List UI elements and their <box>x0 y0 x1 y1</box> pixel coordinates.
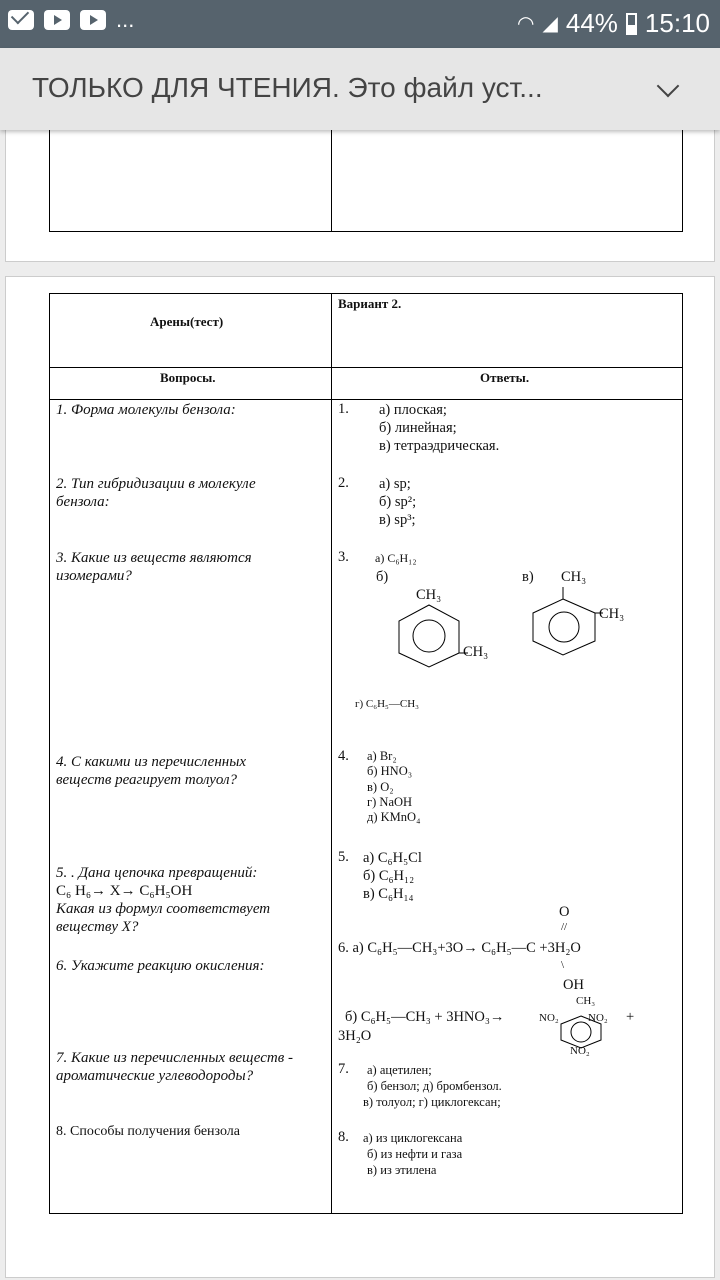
chevron-down-icon[interactable] <box>657 75 680 98</box>
table-title: Арены(тест) <box>150 314 224 329</box>
answer-3-b: б) <box>376 569 389 585</box>
battery-icon <box>626 13 637 35</box>
youtube-icon <box>44 10 70 30</box>
equation-6a: 6. а) C₆H₅—CH₃+3O→ C₆H₅—C +3H₂O <box>338 940 581 956</box>
answer-3-g: г) C₆H₅—CH₃ <box>355 698 419 710</box>
status-bar <box>0 0 720 48</box>
question-6: 6. Укажите реакцию окисления: <box>56 958 265 974</box>
ch3-label: CH₃ <box>599 606 625 622</box>
question-2: 2. Тип гибридизации в молекуле бензола: <box>56 476 256 510</box>
answer-1-num: 1. <box>338 401 349 417</box>
clock: 15:10 <box>644 8 710 38</box>
ch3-label: CH₃ <box>561 569 587 585</box>
plus-sign: + <box>626 1009 635 1025</box>
answer-4-num: 4. <box>338 748 349 764</box>
ch3-label: CH₃ <box>416 587 442 603</box>
no2-label: NO₂ <box>588 1012 608 1024</box>
answer-3-v: в) <box>522 569 534 585</box>
answer-3-num: 3. <box>338 549 349 565</box>
question-3: 3. Какие из веществ являются изомерами? <box>56 550 252 584</box>
answer-8-num: 8. <box>338 1129 349 1145</box>
answer-5-options: а) C₆H₅Cl б) C₆H₁₂ в) C₆H₁₄ <box>363 850 422 902</box>
document-page-2 <box>5 276 715 1278</box>
read-only-banner[interactable] <box>0 48 720 130</box>
ch3-label: CH₃ <box>463 644 489 660</box>
youtube-icon <box>80 10 106 30</box>
ch3-label: CH₃ <box>576 995 596 1007</box>
no2-label: NO₂ <box>539 1012 559 1024</box>
oxygen-label: O <box>559 904 570 920</box>
answers-header: Ответы. <box>480 370 530 385</box>
answer-2-options: а) sp; б) sp²; в) sp³; <box>379 476 417 528</box>
battery-percent: 44% <box>565 8 618 38</box>
answer-1-options: а) плоская; б) линейная; в) тетраэдрическая. <box>379 402 500 454</box>
meta-xylene-structure <box>396 603 476 673</box>
water-label: 3H₂O <box>338 1028 372 1044</box>
answer-5-num: 5. <box>338 849 349 865</box>
answer-7-num: 7. <box>338 1061 349 1077</box>
answer-7-options: а) ацетилен; б) бензол; д) бромбензол. в) толуол; г) циклогексан; <box>363 1063 502 1109</box>
question-8: 8. Способы получения бензола <box>56 1124 241 1139</box>
document-page-1 <box>5 120 715 262</box>
question-5: 5. . Дана цепочка превращений: C₆ H₆→ X→ C₆H₅OH Какая из формул соответствует веществу X? <box>56 865 271 935</box>
no2-label: NO₂ <box>570 1045 590 1057</box>
equation-6b: б) C₆H₅—CH₃ + 3HNO₃→ <box>345 1009 505 1025</box>
oh-label: OH <box>563 977 584 993</box>
answer-8-options: а) из циклогексана б) из нефти и газа в) из этилена <box>363 1131 463 1177</box>
signal-icon: ◢ <box>542 13 558 35</box>
answer-3-a: а) C₆H₁₂ <box>375 551 417 565</box>
single-bond: \ <box>561 959 565 971</box>
mail-icon <box>8 10 34 30</box>
answer-2-num: 2. <box>338 475 349 491</box>
more-notifications: ... <box>116 7 135 32</box>
wifi-icon: ◠ <box>517 13 535 35</box>
variant-label: Вариант 2. <box>338 296 402 311</box>
banner-title: ТОЛЬКО ДЛЯ ЧТЕНИЯ. Это файл уст... <box>32 72 543 103</box>
trinitrotoluene-structure <box>559 1014 604 1054</box>
double-bond: // <box>561 921 568 933</box>
answer-4-options: а) Br₂ б) HNO₃ в) O₂ г) NaOH д) KMnO₄ <box>367 749 421 825</box>
ortho-xylene-structure <box>533 587 613 657</box>
question-4: 4. С какими из перечисленных веществ реагирует толуол? <box>56 754 247 788</box>
question-1: 1. Форма молекулы бензола: <box>56 402 236 418</box>
questions-header: Вопросы. <box>160 370 216 385</box>
question-7: 7. Какие из перечисленных веществ - ароматические углеводороды? <box>56 1050 294 1084</box>
